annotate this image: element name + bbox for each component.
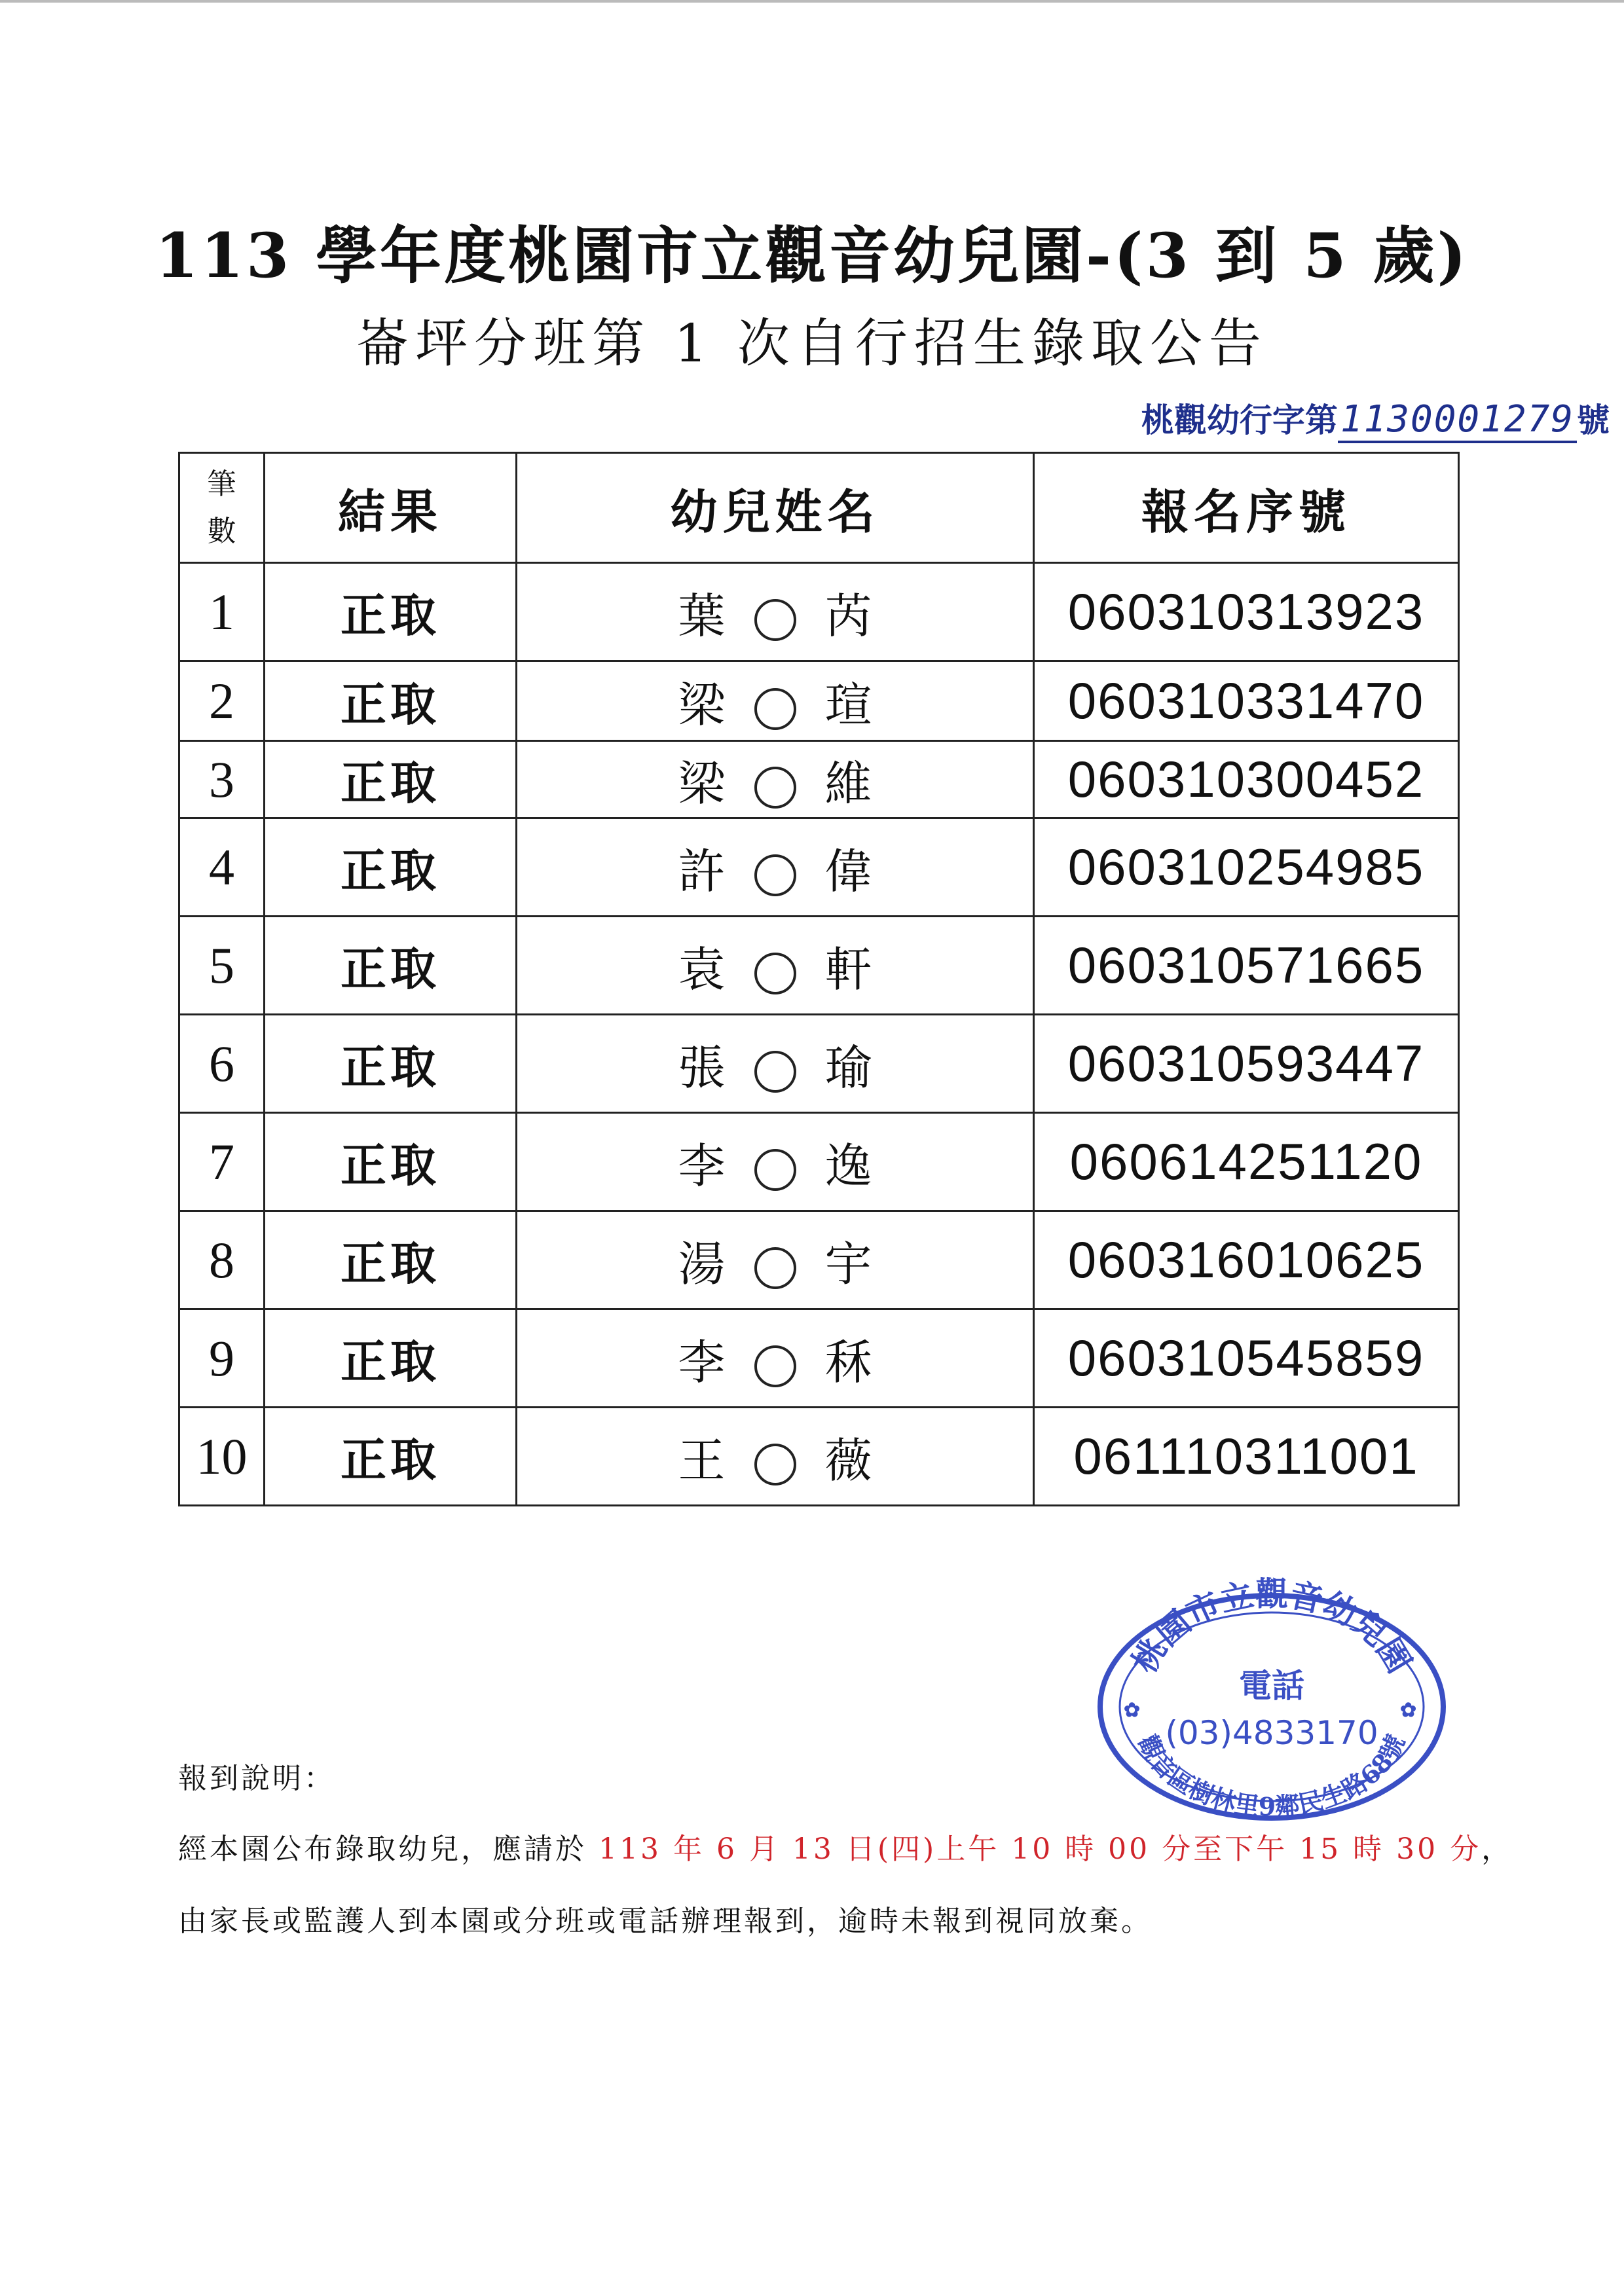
given-name: 瑜 <box>824 1040 872 1095</box>
row-serial: 061110311001 <box>1034 1408 1459 1506</box>
row-serial: 060316010625 <box>1034 1211 1459 1309</box>
row-serial: 060310545859 <box>1034 1309 1459 1408</box>
scan-edge <box>0 0 1624 3</box>
given-name: 薇 <box>824 1432 872 1488</box>
seal-name: 桃園市立觀音幼兒園 <box>1124 1575 1419 1680</box>
surname: 李 <box>678 1138 726 1194</box>
document-number <box>1141 394 1610 443</box>
given-name: 偉 <box>824 843 872 899</box>
masked-char-icon <box>754 767 796 809</box>
row-result: 正取 <box>265 917 517 1015</box>
row-result: 正取 <box>265 563 517 661</box>
header-result: 結果 <box>265 453 517 563</box>
flower-icon: ✿ <box>1124 1699 1141 1722</box>
row-serial: 060310313923 <box>1034 563 1459 661</box>
given-name: 維 <box>824 756 872 811</box>
given-name: 宇 <box>824 1236 872 1292</box>
given-name: 秝 <box>824 1334 872 1390</box>
row-child-name <box>517 1408 1034 1506</box>
row-result: 正取 <box>265 1015 517 1113</box>
row-number: 3 <box>179 741 265 818</box>
masked-char-icon <box>754 1444 796 1485</box>
given-name: 芮 <box>824 588 872 644</box>
surname: 許 <box>678 843 726 899</box>
school-seal <box>1095 1559 1449 1821</box>
given-name: 逸 <box>824 1138 872 1194</box>
row-result: 正取 <box>265 661 517 741</box>
masked-char-icon <box>754 599 796 641</box>
document-title: 113 學年度桃園市立觀音幼兒園-(3 到 5 歲) <box>155 220 1469 292</box>
table-row <box>179 1309 1459 1408</box>
document-subtitle: 崙坪分班第 1 次自行招生錄取公告 <box>356 313 1268 374</box>
surname: 李 <box>678 1334 726 1390</box>
table-header-row <box>179 453 1459 563</box>
surname: 湯 <box>678 1236 726 1292</box>
row-number: 9 <box>179 1309 265 1408</box>
table-row <box>179 1211 1459 1309</box>
notes-line-2: 由家長或監護人到本園或分班或電話辦理報到，逾時未報到視同放棄。 <box>178 1904 1153 1938</box>
header-name: 幼兒姓名 <box>517 453 1034 563</box>
surname: 王 <box>678 1432 726 1488</box>
admission-table <box>178 452 1460 1506</box>
surname: 梁 <box>678 756 726 811</box>
header-serial: 報名序號 <box>1034 453 1459 563</box>
row-child-name <box>517 917 1034 1015</box>
row-number: 2 <box>179 661 265 741</box>
row-child-name <box>517 1309 1034 1408</box>
row-serial: 060310571665 <box>1034 917 1459 1015</box>
given-name: 軒 <box>824 941 872 997</box>
table-row <box>179 1408 1459 1506</box>
table-row <box>179 741 1459 818</box>
row-serial: 060310593447 <box>1034 1015 1459 1113</box>
row-result: 正取 <box>265 1309 517 1408</box>
doc-number-suffix: 號 <box>1577 401 1610 439</box>
masked-char-icon <box>754 854 796 896</box>
given-name: 瑄 <box>824 677 872 733</box>
masked-char-icon <box>754 1149 796 1191</box>
row-child-name <box>517 1211 1034 1309</box>
seal-phone-label: 電話 <box>1239 1666 1304 1705</box>
table-row <box>179 1015 1459 1113</box>
row-number: 7 <box>179 1113 265 1211</box>
row-number: 8 <box>179 1211 265 1309</box>
notes-line-1: 經本園公布錄取幼兒，應請於 113 年 6 月 13 日(四)上午 10 時 00 分至下午 15 時 30 分， <box>178 1832 1513 1866</box>
row-serial: 060310254985 <box>1034 818 1459 917</box>
seal-address: 觀音區樹林里9鄰民生路68號 <box>1132 1730 1411 1821</box>
row-serial: 060310300452 <box>1034 741 1459 818</box>
table-row <box>179 818 1459 917</box>
row-result: 正取 <box>265 1113 517 1211</box>
table-row <box>179 661 1459 741</box>
masked-char-icon <box>754 1247 796 1289</box>
masked-char-icon <box>754 953 796 994</box>
row-serial: 060614251120 <box>1034 1113 1459 1211</box>
row-result: 正取 <box>265 741 517 818</box>
row-number: 10 <box>179 1408 265 1506</box>
table-row <box>179 1113 1459 1211</box>
row-serial: 060310331470 <box>1034 661 1459 741</box>
table-row <box>179 917 1459 1015</box>
table-row <box>179 563 1459 661</box>
surname: 梁 <box>678 677 726 733</box>
row-number: 1 <box>179 563 265 661</box>
row-result: 正取 <box>265 818 517 917</box>
row-child-name <box>517 818 1034 917</box>
row-number: 5 <box>179 917 265 1015</box>
row-number: 6 <box>179 1015 265 1113</box>
row-child-name <box>517 661 1034 741</box>
surname: 袁 <box>678 941 726 997</box>
row-child-name <box>517 1015 1034 1113</box>
row-child-name <box>517 563 1034 661</box>
flower-icon: ✿ <box>1400 1699 1417 1722</box>
masked-char-icon <box>754 1345 796 1387</box>
row-child-name <box>517 1113 1034 1211</box>
row-result: 正取 <box>265 1408 517 1506</box>
surname: 葉 <box>678 588 726 644</box>
row-child-name <box>517 741 1034 818</box>
header-count: 筆 數 <box>179 453 265 563</box>
row-result: 正取 <box>265 1211 517 1309</box>
seal-phone: (03)4833170 <box>1165 1714 1378 1752</box>
masked-char-icon <box>754 688 796 730</box>
doc-number-handwritten: 1130001279 <box>1338 398 1577 443</box>
notes-heading: 報到說明： <box>178 1762 335 1795</box>
surname: 張 <box>678 1040 726 1095</box>
row-number: 4 <box>179 818 265 917</box>
doc-number-prefix: 桃觀幼行字第 <box>1141 401 1338 439</box>
masked-char-icon <box>754 1051 796 1093</box>
